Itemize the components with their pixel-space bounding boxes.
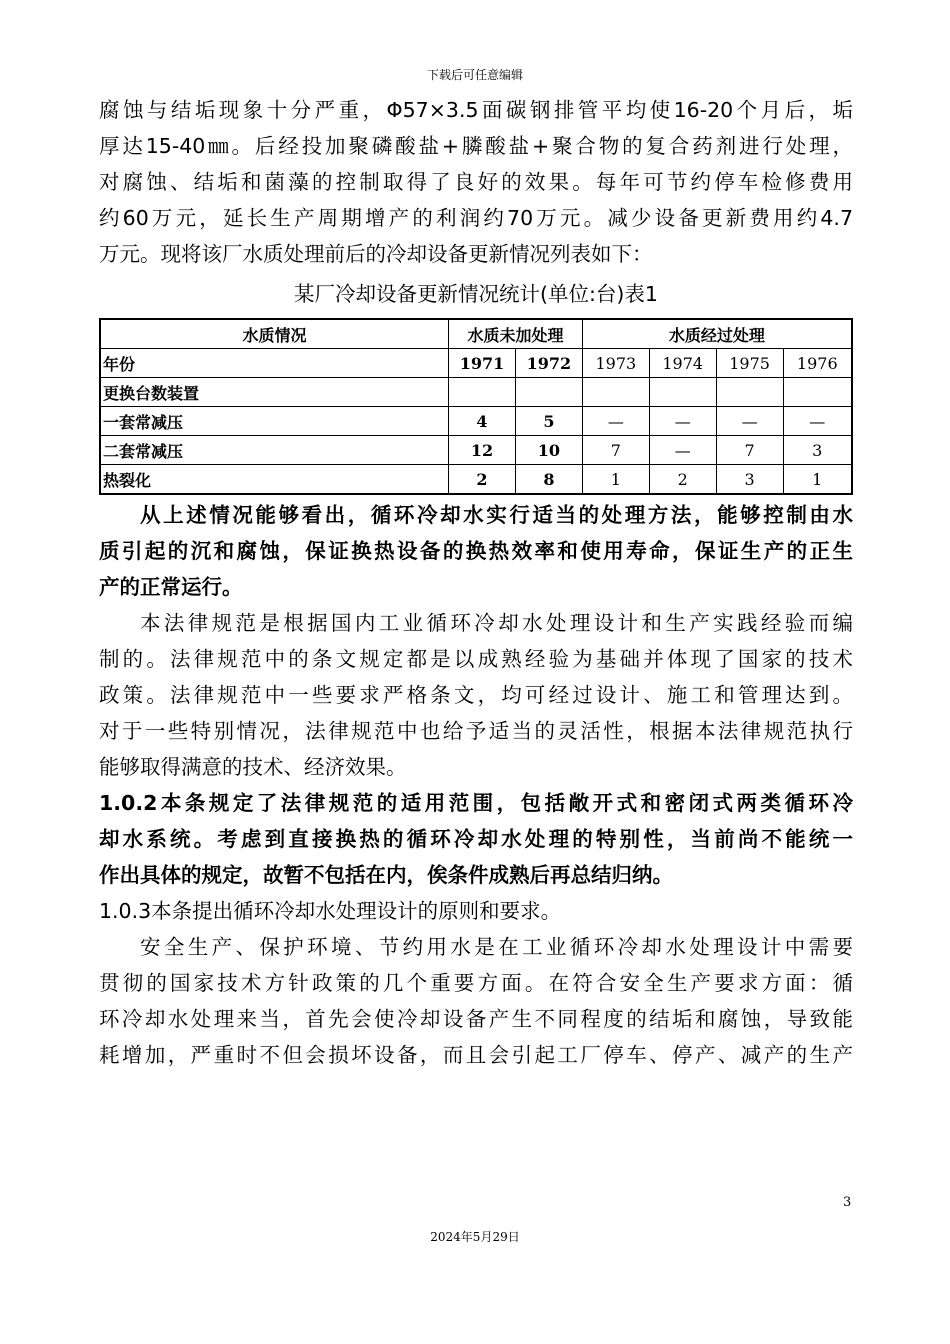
intro-line: 腐蚀与结垢现象十分严重，Φ57×3.5面碳钢排管平均使16-20个月后，垢 bbox=[99, 98, 853, 122]
paragraph-line: 制的。法律规范中的条文规定都是以成熟经验为基础并体现了国家的技术 bbox=[99, 647, 853, 671]
page-number: 3 bbox=[843, 1195, 852, 1210]
row-label: 二套常减压 bbox=[100, 436, 449, 465]
paragraph-line: 环冷却水处理来当，首先会使冷却设备产生不同程度的结垢和腐蚀，导致能 bbox=[99, 1007, 853, 1031]
table-cell bbox=[449, 378, 516, 407]
table-cell: — bbox=[716, 407, 783, 436]
year-cell: 1972 bbox=[515, 349, 582, 378]
year-cell: 1974 bbox=[649, 349, 716, 378]
paragraph-line: 对于一些特别情况，法律规范中也给予适当的灵活性，根据本法律规范执行 bbox=[99, 719, 853, 743]
table-row bbox=[100, 436, 852, 465]
clause-102-line: 却水系统。考虑到直接换热的循环冷却水处理的特别性，当前尚不能统一 bbox=[99, 827, 853, 851]
table-cell: 3 bbox=[783, 436, 852, 465]
page-header: 下载后可任意编辑 bbox=[426, 68, 523, 82]
clause-102-line: 1.0.2本条规定了法律规范的适用范围，包括敞开式和密闭式两类循环冷 bbox=[99, 791, 853, 815]
table-cell bbox=[649, 378, 716, 407]
paragraph-line: 能够取得满意的技术、经济效果。 bbox=[99, 755, 407, 779]
table-cell: 2 bbox=[449, 465, 516, 495]
summary-line: 从上述情况能够看出，循环冷却水实行适当的处理方法，能够控制由水 bbox=[140, 503, 853, 527]
header-water-quality: 水质情况 bbox=[100, 319, 449, 349]
paragraph-line: 耗增加，严重时不但会损坏设备，而且会引起工厂停车、停产、减产的生产 bbox=[99, 1043, 853, 1067]
table-row bbox=[100, 378, 852, 407]
table-cell: 10 bbox=[515, 436, 582, 465]
table-cell: 2 bbox=[649, 465, 716, 495]
intro-line: 对腐蚀、结垢和菌藻的控制取得了良好的效果。每年可节约停车检修费用 bbox=[99, 170, 853, 194]
year-cell: 1973 bbox=[582, 349, 649, 378]
table-cell: 1 bbox=[582, 465, 649, 495]
table-row bbox=[100, 407, 852, 436]
year-cell: 1971 bbox=[449, 349, 516, 378]
paragraph-line: 本法律规范是根据国内工业循环冷却水处理设计和生产实践经验而编 bbox=[140, 611, 853, 635]
row-label: 一套常减压 bbox=[100, 407, 449, 436]
table-cell: 3 bbox=[716, 465, 783, 495]
table-cell: 7 bbox=[716, 436, 783, 465]
table-cell bbox=[783, 378, 852, 407]
table-cell: 4 bbox=[449, 407, 516, 436]
paragraph-line: 安全生产、保护环境、节约用水是在工业循环冷却水处理设计中需要 bbox=[140, 935, 853, 959]
intro-line: 厚达15-40㎜。后经投加聚磷酸盐+膦酸盐+聚合物的复合药剂进行处理， bbox=[99, 134, 853, 158]
table-cell: — bbox=[783, 407, 852, 436]
table-caption: 某厂冷却设备更新情况统计(单位:台)表1 bbox=[294, 282, 658, 306]
table-cell: — bbox=[649, 407, 716, 436]
paragraph-line: 贯彻的国家技术方针政策的几个重要方面。在符合安全生产要求方面：循 bbox=[99, 971, 853, 995]
header-untreated: 水质未加处理 bbox=[449, 319, 583, 349]
table-header-row bbox=[100, 319, 852, 349]
year-label: 年份 bbox=[100, 349, 449, 378]
table-cell: — bbox=[582, 407, 649, 436]
intro-line: 万元。现将该厂水质处理前后的冷却设备更新情况列表如下： bbox=[99, 242, 653, 266]
summary-line: 质引起的沉和腐蚀，保证换热设备的换热效率和使用寿命，保证生产的正生 bbox=[99, 539, 853, 563]
table-row bbox=[100, 465, 852, 495]
year-cell: 1975 bbox=[716, 349, 783, 378]
table-cell: 12 bbox=[449, 436, 516, 465]
table-cell: — bbox=[649, 436, 716, 465]
table-cell bbox=[716, 378, 783, 407]
year-cell: 1976 bbox=[783, 349, 852, 378]
clause-103-heading: 1.0.3本条提出循环冷却水处理设计的原则和要求。 bbox=[99, 899, 562, 923]
row-label: 热裂化 bbox=[100, 465, 449, 495]
document-body bbox=[99, 92, 853, 1073]
header-treated: 水质经过处理 bbox=[582, 319, 852, 349]
row-label: 更换台数装置 bbox=[100, 378, 449, 407]
summary-line: 产的正常运行。 bbox=[99, 575, 243, 599]
table-cell: 1 bbox=[783, 465, 852, 495]
table-cell bbox=[582, 378, 649, 407]
clause-102-line: 作出具体的规定，故暂不包括在内，俟条件成熟后再总结归纳。 bbox=[99, 863, 673, 887]
table-year-row bbox=[100, 349, 852, 378]
table-cell: 7 bbox=[582, 436, 649, 465]
table-cell bbox=[515, 378, 582, 407]
table-cell: 5 bbox=[515, 407, 582, 436]
table-cell: 8 bbox=[515, 465, 582, 495]
page-footer-date: 2024年5月29日 bbox=[430, 1230, 520, 1244]
paragraph-line: 政策。法律规范中一些要求严格条文，均可经过设计、施工和管理达到。 bbox=[99, 683, 853, 707]
intro-line: 约60万元，延长生产周期增产的利润约70万元。减少设备更新费用约4.7 bbox=[99, 206, 853, 230]
equipment-table bbox=[99, 318, 853, 495]
